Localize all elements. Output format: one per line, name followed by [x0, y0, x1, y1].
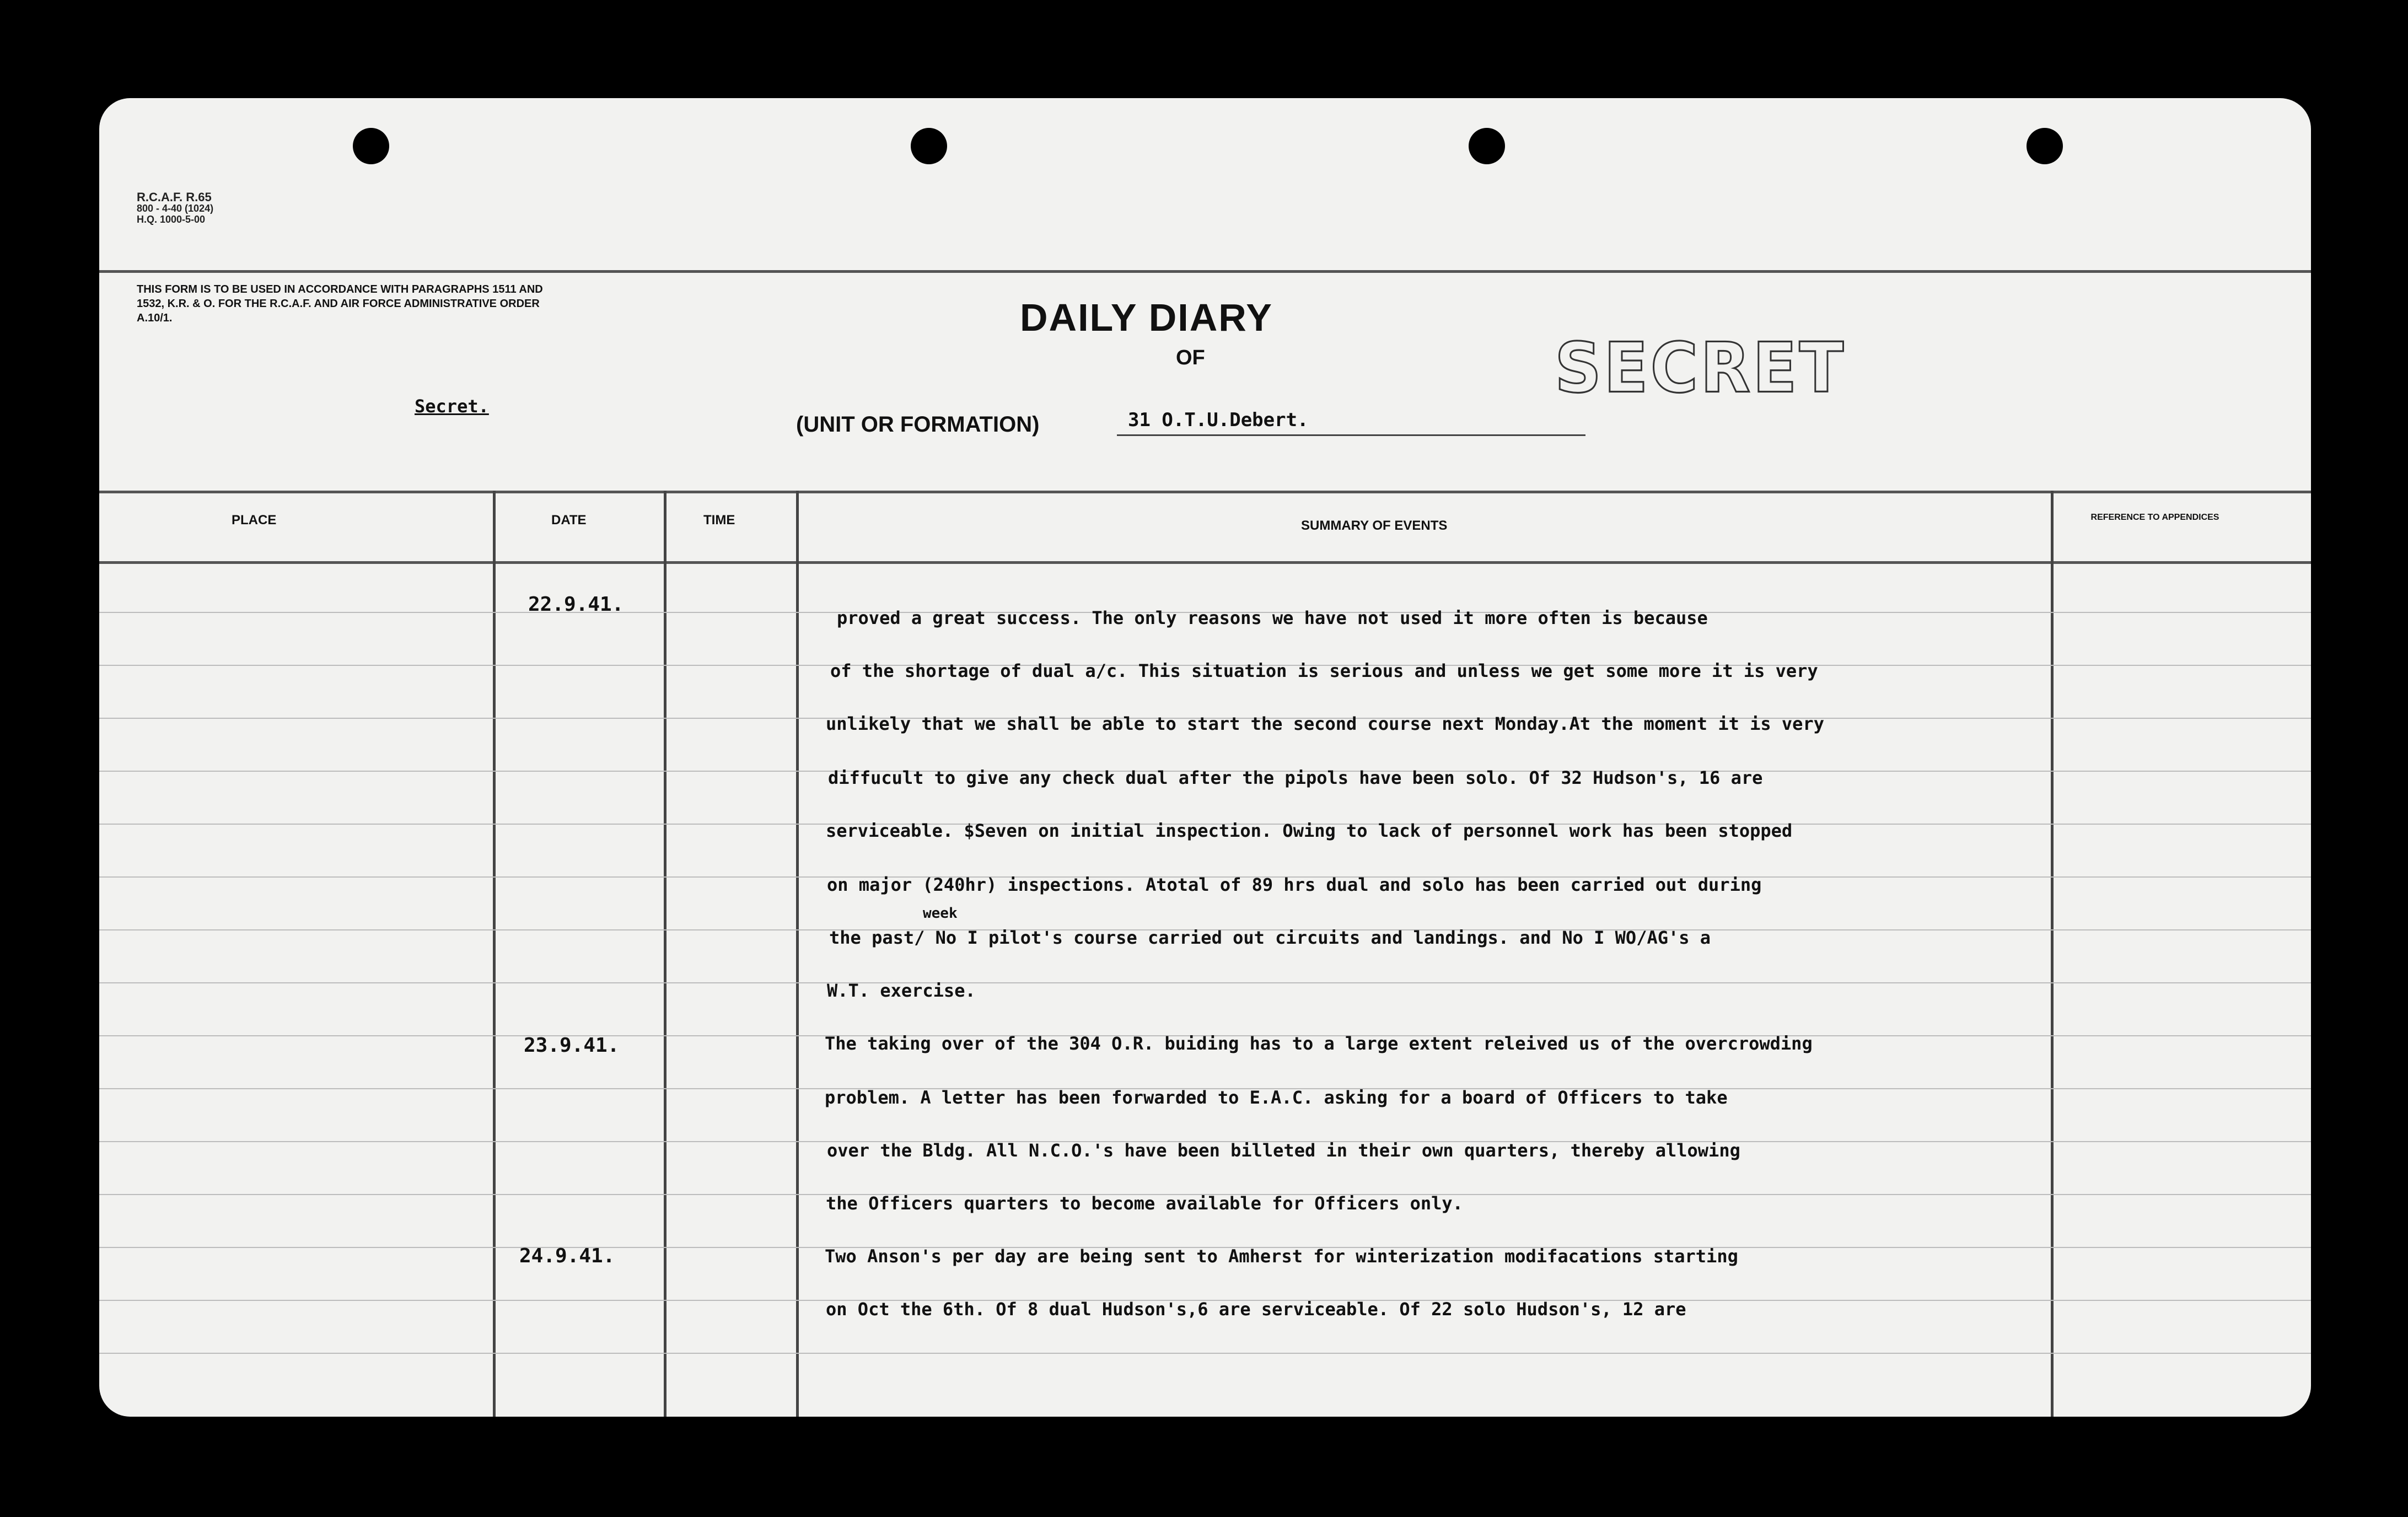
- table-head-rule: [99, 561, 2311, 564]
- table-top-rule: [99, 491, 2311, 493]
- summary-line: on Oct the 6th. Of 8 dual Hudson's,6 are serviceable. Of 22 solo Hudson's, 12 are: [826, 1299, 1686, 1320]
- unit-label: (UNIT OR FORMATION): [796, 412, 1040, 437]
- summary-line: the past/ No I pilot's course carried out circuits and landings. and No I WO/AG's a: [829, 927, 1711, 948]
- secret-stamp: SECRET: [1555, 327, 1846, 408]
- summary-line: over the Bldg. All N.C.O.'s have been billeted in their own quarters, thereby allowing: [827, 1140, 1740, 1161]
- column-divider: [493, 491, 496, 1417]
- header-rule: [99, 270, 2311, 273]
- summary-line: the Officers quarters to become available for Officers only.: [826, 1193, 1463, 1214]
- ruled-line: [99, 982, 2311, 983]
- entry-date: 23.9.41.: [524, 1034, 620, 1057]
- unit-underline: [1117, 434, 1585, 436]
- entry-date: 24.9.41.: [519, 1245, 615, 1267]
- title-of: OF: [1176, 346, 1205, 369]
- column-divider: [664, 491, 666, 1417]
- column-header-time: TIME: [703, 513, 735, 528]
- column-header-date: DATE: [551, 513, 587, 528]
- column-header-summary: SUMMARY OF EVENTS: [1301, 518, 1448, 533]
- punch-hole: [2027, 128, 2063, 164]
- summary-line: The taking over of the 304 O.R. buiding has to a large extent releived us of the overcrowding: [825, 1033, 1813, 1054]
- entry-date: 22.9.41.: [528, 593, 624, 616]
- column-header-reference: REFERENCE TO APPENDICES: [2090, 513, 2219, 522]
- diary-card: [99, 98, 2311, 1417]
- form-code: R.C.A.F. R.65 800 - 4-40 (1024) H.Q. 1000-5-00: [137, 190, 214, 225]
- form-instructions: THIS FORM IS TO BE USED IN ACCORDANCE WITH PARAGRAPHS 1511 AND 1532, K.R. & O. FOR THE R.C.A.F. AND AIR FORCE ADMINISTRATIVE ORDER A.10/1.: [137, 283, 543, 324]
- page-title: DAILY DIARY: [1020, 296, 1273, 339]
- column-divider: [796, 491, 799, 1417]
- summary-line: Two Anson's per day are being sent to Amherst for winterization modifacations starting: [825, 1246, 1738, 1267]
- classification-mark: Secret.: [415, 396, 489, 417]
- punch-hole: [353, 128, 389, 164]
- summary-line: proved a great success. The only reasons we have not used it more often is because: [837, 607, 1708, 628]
- punch-hole: [911, 128, 947, 164]
- handwritten-insertion: week: [923, 905, 958, 922]
- summary-line: unlikely that we shall be able to start the second course next Monday.At the moment it is very: [826, 713, 1824, 734]
- summary-line: on major (240hr) inspections. Atotal of 89 hrs dual and solo has been carried out during: [827, 874, 1762, 895]
- ruled-line: [99, 1353, 2311, 1354]
- summary-line: W.T. exercise.: [827, 980, 976, 1001]
- summary-line: problem. A letter has been forwarded to E.A.C. asking for a board of Officers to take: [825, 1087, 1728, 1108]
- column-divider: [2051, 491, 2054, 1417]
- summary-line: of the shortage of dual a/c. This situation is serious and unless we get some more it is very: [830, 660, 1818, 681]
- summary-line: serviceable. $Seven on initial inspection. Owing to lack of personnel work has been stopped: [826, 820, 1793, 841]
- punch-hole: [1469, 128, 1505, 164]
- unit-value: 31 O.T.U.Debert.: [1128, 409, 1309, 431]
- summary-line: diffucult to give any check dual after the pipols have been solo. Of 32 Hudson's, 16 are: [828, 767, 1763, 788]
- column-header-place: PLACE: [232, 513, 277, 528]
